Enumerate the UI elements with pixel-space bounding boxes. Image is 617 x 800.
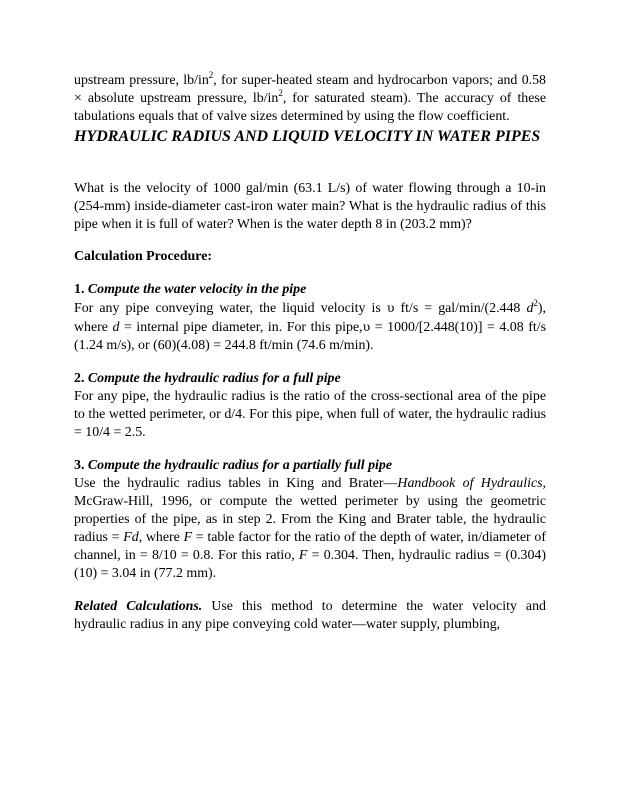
step-3-body: Use the hydraulic radius tables in King and Brater—Handbook of Hydraulics, McGraw-Hill, 1996, or compute the wetted perimeter by using the geometric properties of the pipe, as in step 2. From the King and Brater table, the hydraulic radius = Fd, where F = table factor for the ratio of the depth of water, in/diameter of channel, in = 8/10 = 0.8. For this ratio, F = 0.304. Then, hydraulic radius = (0.304)(10) = 3.04 in (77.2 mm).: [74, 476, 547, 581]
related-calculations: Related Calculations. Use this method to determine the water velocity and hydraulic radius in any pipe conveying cold water—water supply, plumbing,: [74, 599, 546, 632]
step-2-body: For any pipe, the hydraulic radius is the ratio of the cross-sectional area of the pipe to the wetted perimeter, or d/4. For this pipe, when full of water, the hydraulic radius = 10/4 = 2.5.: [74, 389, 546, 440]
step-3: [74, 457, 546, 583]
step-2: [74, 370, 546, 442]
problem-statement: What is the velocity of 1000 gal/min (63.1 L/s) of water flowing through a 10-in (254-mm) inside-diameter cast-iron water main? What is the hydraulic radius of this pipe when it is full of water? When is the water depth 8 in (203.2 mm)?: [74, 181, 546, 232]
step-1-body: For any pipe conveying water, the liquid velocity is υ ft/s = gal/min/(2.448 $d^2$), where d = internal pipe diameter, in. For this pipe,υ = 1000/[2.448(10)] = 4.08 ft/s (1.24 m/s), or (60)(4.08) = 244.8 ft/min (74.6 m/min).: [74, 298, 547, 353]
calculation-procedure-label: Calculation Procedure:: [74, 249, 212, 264]
step-1-title: 1. Compute the water velocity in the pipe: [74, 282, 307, 297]
step-1: [74, 281, 546, 355]
carryover-paragraph: upstream pressure, $lb/in^2$, for super-heated steam and hydrocarbon vapors; and 0.58 × absolute upstream pressure, $lb/in^2$, for saturated steam). The accuracy of these tabulations equals that of valve sizes determined by using the flow coefficient.: [74, 70, 546, 124]
step-3-title: 3. Compute the hydraulic radius for a partially full pipe: [74, 458, 392, 473]
step-2-title: 2. Compute the hydraulic radius for a full pipe: [74, 371, 341, 386]
section-title: HYDRAULIC RADIUS AND LIQUID VELOCITY IN WATER PIPES: [74, 128, 541, 145]
document-page: [74, 72, 546, 634]
